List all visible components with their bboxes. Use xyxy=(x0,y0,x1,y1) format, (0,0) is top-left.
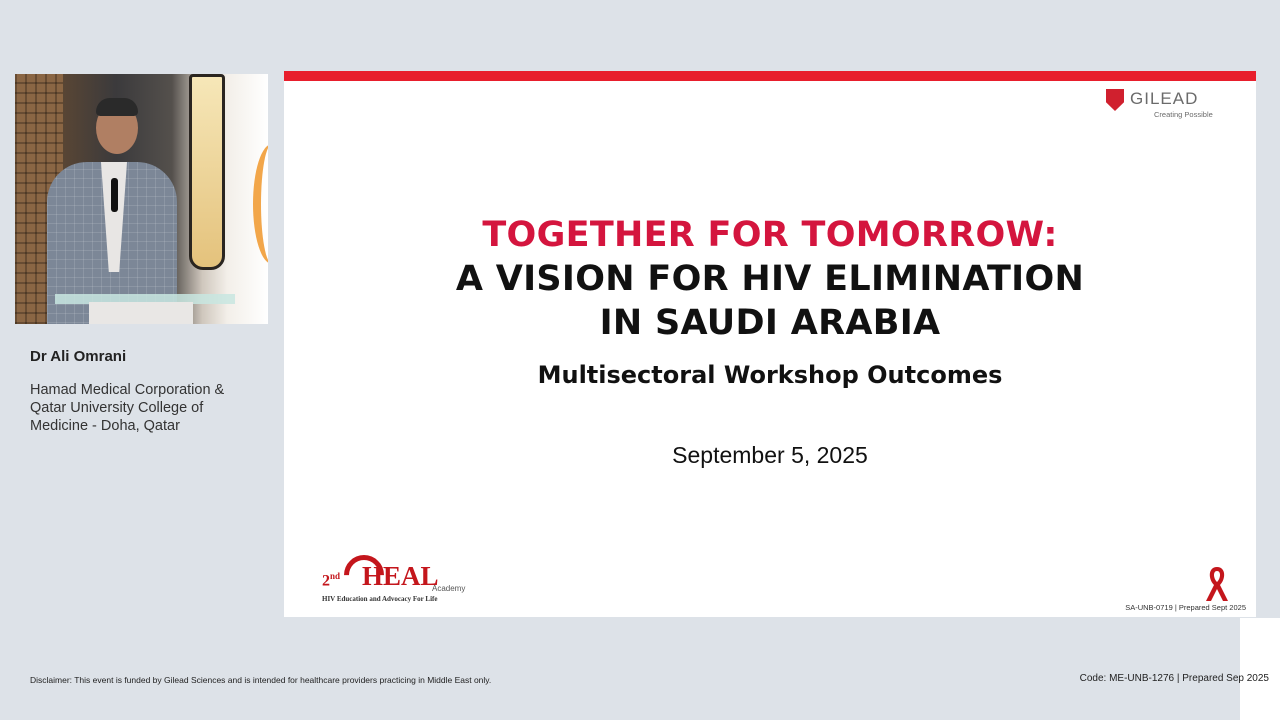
speaker-affiliation-line: Qatar University College of xyxy=(30,400,204,416)
slide-subtitle: Multisectoral Workshop Outcomes xyxy=(537,361,1003,389)
slide-title-line-2: A VISION FOR HIV ELIMINATION xyxy=(455,259,1085,299)
slide-top-bar xyxy=(284,71,1256,81)
gilead-logo xyxy=(1106,89,1218,121)
speaker-name: Dr Ali Omrani xyxy=(30,348,127,365)
presentation-slide xyxy=(284,71,1256,617)
heal-logo-academy: Academy xyxy=(432,584,466,593)
gilead-logo-tagline: Creating Possible xyxy=(1154,110,1213,119)
slide-date: September 5, 2025 xyxy=(672,442,868,468)
heal-logo-tagline: HIV Education and Advocacy For Life xyxy=(322,595,438,603)
background-lamp xyxy=(189,74,225,270)
heal-logo-prefix-sup: nd xyxy=(330,571,341,581)
speaker-video xyxy=(15,74,268,324)
speaker-hair xyxy=(96,98,138,116)
disclaimer: Disclaimer: This event is funded by Gilead Sciences and is intended for healthcare providers practicing in Middle East only. xyxy=(30,675,492,685)
heal-academy-logo xyxy=(322,553,466,609)
gilead-logo-word: GILEAD xyxy=(1130,89,1199,108)
speaker-affiliation-line: Hamad Medical Corporation & xyxy=(30,382,225,398)
podium-front xyxy=(89,302,193,324)
heal-logo-prefix-number: 2 xyxy=(322,572,330,590)
heal-logo-prefix xyxy=(322,571,340,590)
footer-code: Code: ME-UNB-1276 | Prepared Sep 2025 xyxy=(1079,673,1269,684)
red-ribbon-icon xyxy=(1202,563,1232,603)
gilead-shield-icon xyxy=(1106,89,1124,111)
slide-code: SA-UNB-0719 | Prepared Sept 2025 xyxy=(1125,603,1246,612)
slide-title-line-1: TOGETHER FOR TOMORROW: xyxy=(482,215,1058,255)
slide-title-line-3: IN SAUDI ARABIA xyxy=(599,303,941,343)
background-ribbon-arc xyxy=(253,144,268,264)
heal-logo-main: HEAL xyxy=(362,561,439,591)
microphone xyxy=(111,178,118,212)
speaker-affiliation xyxy=(30,381,270,435)
speaker-affiliation-line: Medicine - Doha, Qatar xyxy=(30,418,180,434)
right-edge-strip xyxy=(1240,618,1280,720)
